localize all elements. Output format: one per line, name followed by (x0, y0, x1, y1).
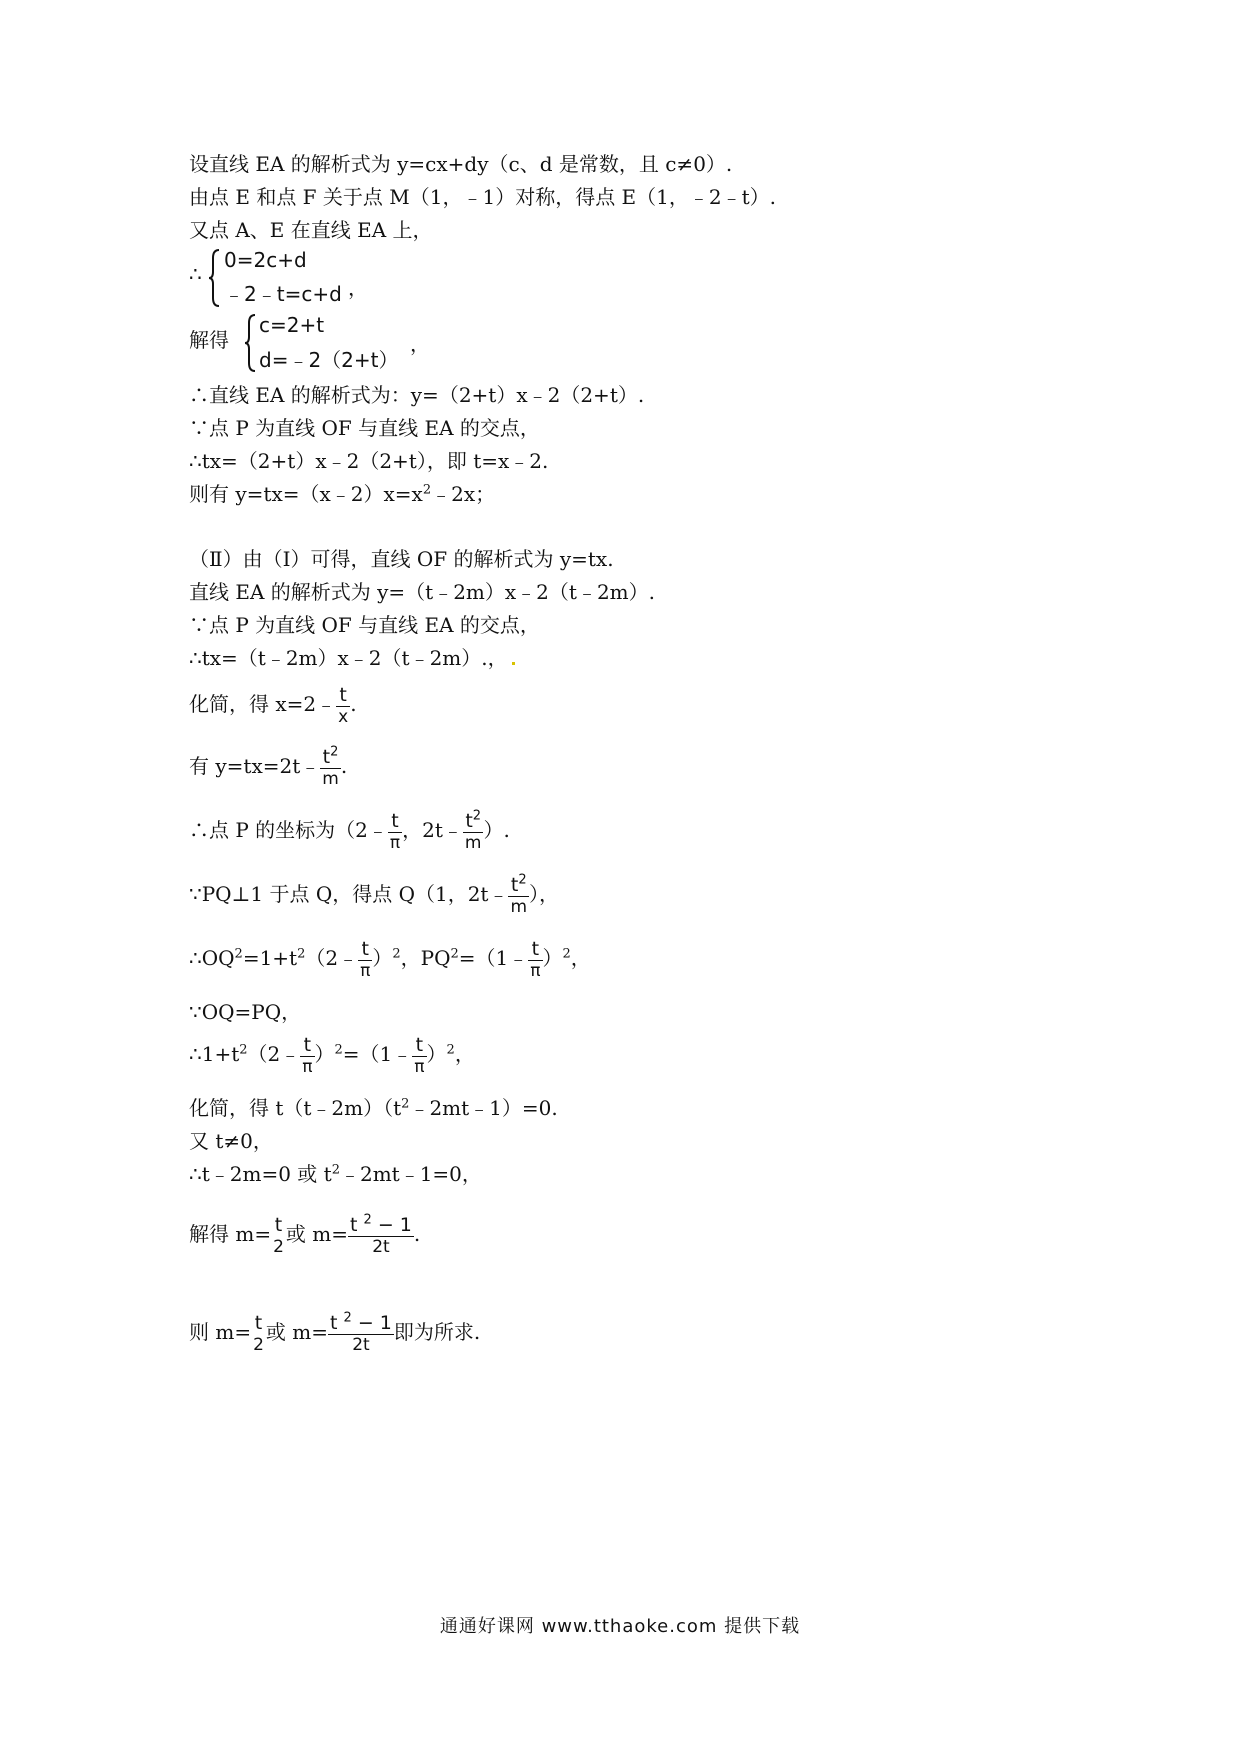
denominator: x (338, 707, 349, 727)
text-line-3: 又点 A、E 在直线 EA 上， (189, 218, 433, 242)
superscript: 2 (343, 1310, 352, 1326)
text-line-12: ∵点 P 为直线 OF 与直线 EA 的交点， (189, 613, 540, 637)
left-brace-icon (207, 248, 221, 308)
text-line-15 (189, 742, 347, 790)
text: ） (372, 946, 393, 970)
text: ∴t﹣2m=0 或 t (189, 1162, 332, 1186)
numerator (328, 1312, 394, 1334)
text: =（1﹣ (458, 946, 529, 970)
fraction (300, 1034, 314, 1077)
denominator: π (414, 1057, 425, 1077)
denominator: m (322, 769, 339, 789)
text-line-7: ∵点 P 为直线 OF 与直线 EA 的交点， (189, 416, 540, 440)
fraction (348, 1214, 414, 1257)
denominator: 2t (348, 1236, 414, 1257)
denominator: π (530, 961, 541, 981)
text-line-14 (189, 680, 357, 728)
equation-2: ﹣2﹣t=c+d (224, 282, 342, 306)
text: 解得 m= (189, 1222, 272, 1246)
superscript: 2 (334, 1042, 343, 1058)
text: 或 m= (265, 1320, 329, 1344)
fraction (328, 1312, 394, 1355)
text: ） (426, 1042, 447, 1066)
text-line-2: 由点 E 和点 F 关于点 M（1，﹣1）对称，得点 E（1，﹣2﹣t）. (189, 185, 776, 209)
denominator: m (510, 897, 528, 917)
text: ﹣2mt﹣1）=0. (409, 1096, 558, 1120)
numerator: t (531, 938, 540, 960)
text: ∵PQ⊥1 于点 Q，得点 Q（1，2t﹣ (189, 882, 509, 906)
superscript: 2 (331, 1162, 340, 1178)
text: ， (454, 1042, 475, 1066)
numerator: t (254, 1312, 263, 1334)
numerator-base: t (465, 810, 473, 832)
text: 化简，得 t（t﹣2m）（t (189, 1096, 402, 1120)
fraction (412, 1034, 426, 1077)
solve-label: 解得 (189, 328, 229, 352)
superscript: 2 (392, 946, 401, 962)
denominator: m (464, 833, 482, 853)
comma: ， (348, 276, 368, 300)
denominator: 2t (328, 1334, 394, 1355)
text: . (340, 754, 348, 778)
text-line-19: ∵OQ=PQ， (189, 1000, 302, 1024)
stray-mark (512, 662, 515, 665)
denominator: π (389, 833, 401, 853)
left-brace-icon (243, 313, 257, 373)
text-line-17 (189, 870, 559, 918)
numerator: t (339, 684, 347, 706)
text-line-20 (189, 1030, 475, 1078)
superscript: 2 (401, 1096, 410, 1112)
denominator: π (302, 1057, 313, 1077)
text: ∴tx=（t﹣2m）x﹣2（t﹣2m）.， (189, 646, 508, 670)
text: ）. (483, 818, 510, 842)
numerator: t (391, 810, 399, 832)
text-line-22: 又 t≠0， (189, 1129, 273, 1153)
numerator (508, 874, 529, 896)
fraction (358, 938, 372, 981)
superscript: 2 (363, 1212, 372, 1228)
text: ）， (529, 882, 560, 906)
text-line-24 (189, 1206, 420, 1262)
text: ﹣2x； (431, 482, 496, 506)
text: . (413, 1222, 421, 1246)
text: ，PQ (400, 946, 451, 970)
text-line-16 (189, 806, 510, 854)
text: ∴1+t (189, 1042, 240, 1066)
superscript: 2 (239, 1042, 248, 1058)
fraction (320, 746, 341, 789)
numerator-base: t (330, 1312, 344, 1334)
text: 有 y=tx=2t﹣ (189, 754, 321, 778)
superscript: 2 (297, 946, 306, 962)
text-line-10: （Ⅱ）由（Ⅰ）可得，直线 OF 的解析式为 y=tx. (189, 547, 614, 571)
fraction (336, 684, 350, 727)
text: 则 m= (189, 1320, 252, 1344)
superscript: 2 (472, 808, 482, 824)
fraction (528, 938, 542, 981)
numerator: t (274, 1214, 283, 1236)
text-line-21 (189, 1096, 558, 1120)
numerator-rest: − 1 (371, 1214, 412, 1236)
denominator: 2 (253, 1335, 264, 1355)
text-line-13 (189, 646, 515, 670)
text-line-8: ∴tx=（2+t）x﹣2（2+t），即 t=x﹣2. (189, 449, 549, 473)
text-line-1: 设直线 EA 的解析式为 y=cx+dy（c、d 是常数，且 c≠0）. (189, 152, 733, 176)
fraction (388, 810, 402, 853)
text: =（1﹣ (342, 1042, 413, 1066)
text: 则有 y=tx=（x﹣2）x=x (189, 482, 423, 506)
text: 即为所求. (393, 1320, 481, 1344)
numerator-base: t (510, 874, 519, 896)
text: （2﹣ (247, 1042, 301, 1066)
text: ﹣2mt﹣1=0， (339, 1162, 482, 1186)
superscript: 2 (518, 872, 527, 888)
text-line-25 (189, 1304, 480, 1360)
numerator: t (415, 1034, 424, 1056)
superscript: 2 (562, 946, 571, 962)
superscript: 2 (446, 1042, 455, 1058)
text-line-6: ∴直线 EA 的解析式为：y=（2+t）x﹣2（2+t）. (189, 383, 645, 407)
therefore-symbol: ∴ (189, 262, 202, 286)
numerator: t (303, 1034, 312, 1056)
text: ∴点 P 的坐标为（2﹣ (189, 818, 388, 842)
numerator (320, 746, 341, 768)
solution-c: c=2+t (259, 313, 325, 337)
text: （2﹣ (305, 946, 359, 970)
text: =1+t (242, 946, 298, 970)
text: ∴OQ (189, 946, 235, 970)
text-line-23 (189, 1162, 482, 1186)
text: ） (542, 946, 563, 970)
superscript: 2 (450, 946, 459, 962)
numerator-base: t (350, 1214, 364, 1236)
text: ，2t﹣ (402, 818, 463, 842)
numerator (348, 1214, 414, 1236)
denominator: π (360, 961, 371, 981)
solution-d: d=﹣2（2+t） (259, 348, 399, 372)
denominator: 2 (273, 1237, 284, 1257)
comma: ， (410, 332, 430, 356)
equation-1: 0=2c+d (224, 248, 307, 272)
numerator-base: t (322, 746, 331, 768)
text: ） (314, 1042, 335, 1066)
text-line-18 (189, 934, 591, 982)
fraction (271, 1214, 286, 1257)
superscript: 2 (234, 946, 243, 962)
text-line-11: 直线 EA 的解析式为 y=（t﹣2m）x﹣2（t﹣2m）. (189, 580, 655, 604)
numerator (463, 810, 484, 832)
superscript: 2 (330, 744, 339, 760)
text: 或 m= (285, 1222, 349, 1246)
text: 化简，得 x=2﹣ (189, 692, 337, 716)
page-footer: 通通好课网 www.tthaoke.com 提供下载 (439, 1616, 801, 1637)
fraction (508, 874, 529, 917)
text: . (350, 692, 357, 716)
numerator-rest: − 1 (351, 1312, 392, 1334)
superscript: 2 (422, 482, 432, 498)
fraction (463, 810, 484, 853)
fraction (251, 1312, 266, 1355)
text: ， (570, 946, 591, 970)
numerator: t (361, 938, 369, 960)
text-line-9 (189, 482, 495, 506)
